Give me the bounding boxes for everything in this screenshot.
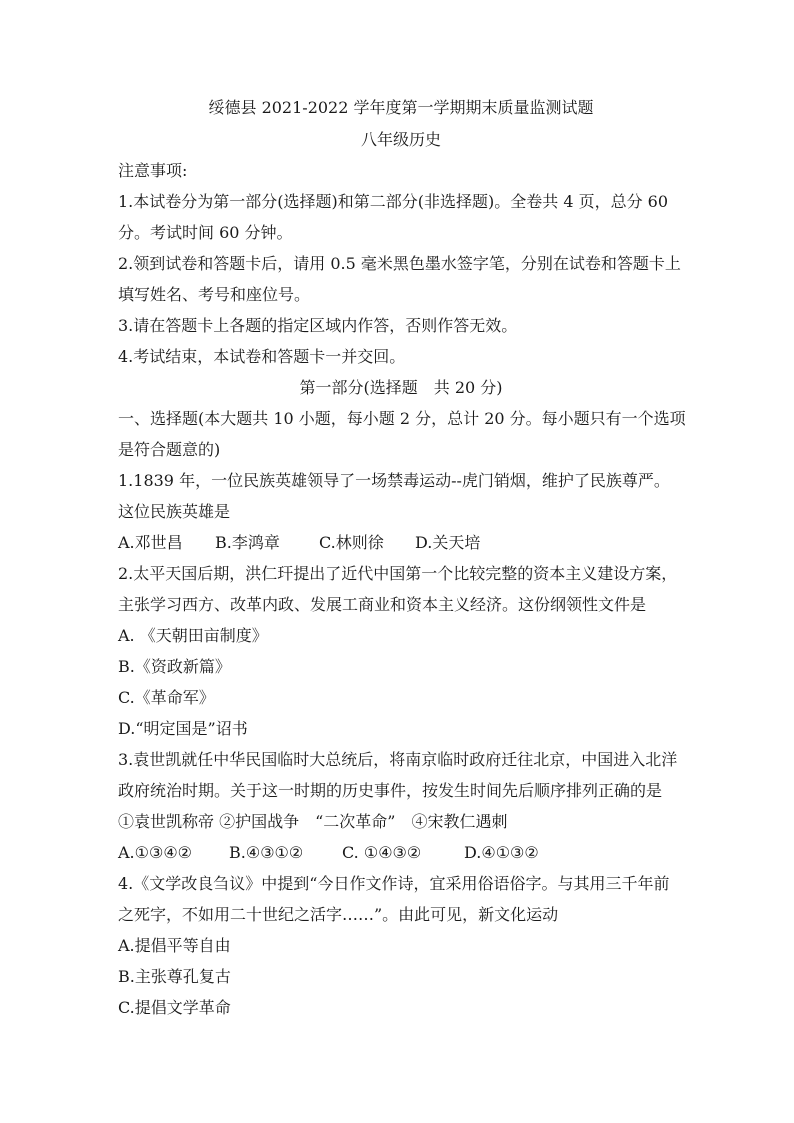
option-b: B.《资政新篇》 (118, 657, 231, 676)
question-1-stem: 1.1839 年，一位民族英雄领导了一场禁毒运动--虎门销烟，维护了民族尊严。 (118, 471, 670, 490)
notice-line: 3.请在答题卡上各题的指定区域内作答，否则作答无效。 (118, 316, 518, 335)
question-2-stem: 主张学习西方、改革内政、发展工商业和资本主义经济。这份纲领性文件是 (118, 595, 647, 614)
notice-line: 4.考试结束，本试卷和答题卡一并交回。 (118, 347, 406, 366)
section-instructions: 一、选择题(本大题共 10 小题，每小题 2 分，总计 20 分。每小题只有一个选项 (118, 409, 686, 428)
option-a: A.①③④② (118, 843, 193, 862)
question-3-stem: 政府统治时期。关于这一时期的历史事件，按发生时间先后顺序排列正确的是 (118, 781, 663, 800)
question-3-stem: ①袁世凯称帝 ②护国战争 “二次革命” ④宋教仁遇刺 (118, 812, 508, 831)
section-instructions: 是符合题意的) (118, 440, 221, 459)
question-3-stem: 3.袁世凯就任中华民国临时大总统后，将南京临时政府迁往北京，中国进入北洋 (118, 750, 678, 769)
option-a: A. 《天朝田亩制度》 (118, 626, 268, 645)
notice-line: 分。考试时间 60 分钟。 (118, 223, 293, 242)
option-b: B.主张尊孔复古 (118, 967, 231, 986)
exam-subject: 八年级历史 (360, 130, 441, 149)
question-1-options (118, 528, 684, 558)
option-d: D.④①③② (464, 843, 539, 862)
option-c: C.林则徐 (319, 533, 384, 552)
notice-heading: 注意事项: (118, 161, 188, 180)
option-c: C. ①④③② (342, 843, 422, 862)
notice-line: 2.领到试卷和答题卡后，请用 0.5 毫米黑色墨水签字笔，分别在试卷和答题卡上 (118, 254, 681, 273)
option-a: A.提倡平等自由 (118, 936, 231, 955)
question-4-stem: 之死字，不如用二十世纪之活字……”。由此可见，新文化运动 (118, 905, 559, 924)
question-3-options (118, 838, 684, 868)
option-a: A.邓世昌 (118, 533, 183, 552)
notice-line: 1.本试卷分为第一部分(选择题)和第二部分(非选择题)。全卷共 4 页，总分 60 (118, 192, 669, 211)
section-title: 第一部分(选择题 共 20 分) (299, 378, 503, 397)
option-b: B.李鸿章 (215, 533, 280, 552)
option-c: C.《革命军》 (118, 688, 215, 707)
option-c: C.提倡文学革命 (118, 998, 231, 1017)
option-d: D.关天培 (415, 533, 481, 552)
question-4-stem: 4.《文学改良刍议》中提到“今日作文作诗，宜采用俗语俗字。与其用三千年前 (118, 874, 670, 893)
notice-line: 填写姓名、考号和座位号。 (118, 285, 311, 304)
question-1-stem: 这位民族英雄是 (118, 502, 231, 521)
exam-title: 绥德县 2021-2022 学年度第一学期期末质量监测试题 (208, 98, 594, 117)
option-d: D.“明定国是”诏书 (118, 719, 248, 738)
option-b: B.④③①② (229, 843, 304, 862)
question-2-stem: 2.太平天国后期，洪仁玕提出了近代中国第一个比较完整的资本主义建设方案， (118, 564, 678, 583)
